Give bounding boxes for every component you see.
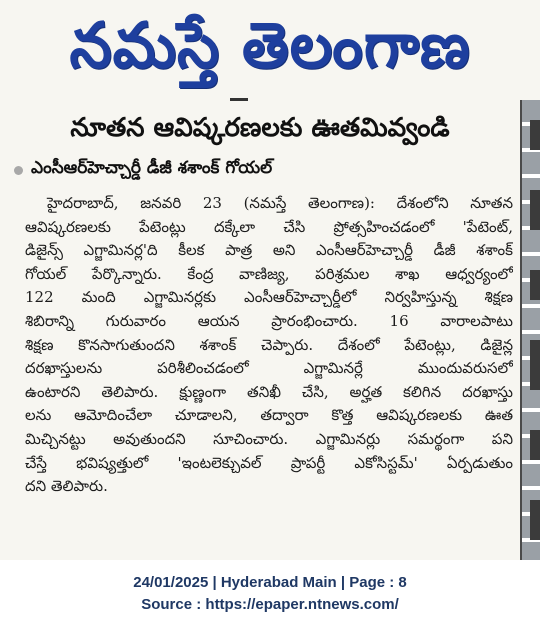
body-line: హైదరాబాద్‌, జనవరి 23 (నమస్తే తెలంగాణ): దేశంలోని నూతన — [47, 194, 513, 212]
headline-mark — [230, 98, 248, 101]
masthead — [0, 0, 540, 92]
body-line: దని తెలిపారు. — [25, 477, 108, 496]
source-link[interactable]: Source : https://epaper.ntnews.com/ — [141, 596, 399, 613]
byline — [14, 158, 514, 182]
article-headline: నూతన ఆవిష్కరణలకు ఊతమివ్వండి — [70, 113, 450, 143]
body-line: మిచ్చినట్టు అవుతుందని సూచించారు. ఎగ్జామినర్లు సమర్థంగా పని — [25, 429, 513, 448]
adjacent-column-edge — [520, 100, 540, 560]
body-line: లను ఆమోదించేలా చూడాలని, తద్వారా కొత్త ఆవిష్కరణలకు ఊత — [25, 406, 513, 425]
body-line: ఆవిష్కరణలకు పేటెంట్లు దక్కేలా చేసి ప్రోత్సహించడంలో 'పేటెంట్‌, — [25, 217, 513, 236]
body-line: శిక్షణ కొనసాగుతుందని శశాంక్‌ చెప్పారు. దేశంలో పేటెంట్లు, డిజైన్ల — [25, 335, 513, 354]
body-line: చేస్తే భవిష్యత్తులో 'ఇంటలెక్చువల్‌ ప్రాపర్టీ ఎకోసిస్టమ్‌' ఏర్పడుతుం — [25, 453, 513, 472]
masthead-title: నమస్తే తెలంగాణ — [69, 9, 471, 83]
body-line: 122 మంది ఎగ్జామినర్లకు ఎంసీఆర్‌హెచ్చార్డీలో నిర్వహిస్తున్న శిక్షణ — [25, 288, 513, 307]
clipping-footer — [0, 572, 540, 616]
body-line: శిబిరాన్ని గురువారం ఆయన ప్రారంభించారు. 16 వారాలపాటు — [25, 311, 513, 330]
body-line: డిజైన్స్‌ ఎగ్జామినర్ల'ది కీలక పాత్ర అని ఎంసీఆర్‌హెచ్చార్డీ డీజీ శశాంక్‌ — [25, 241, 513, 260]
body-line: దరఖాస్తులను పరిశీలించడంలో ఎగ్జామినర్లే ముందువరుసలో — [25, 359, 513, 378]
body-line: గోయల్‌ పేర్కొన్నారు. కేంద్ర వాణిజ్య, పరిశ్రమల శాఖ ఆధ్వర్యంలో — [25, 264, 513, 283]
article-body — [25, 192, 513, 499]
body-line: ఉంటారని తెలిపారు. క్షుణ్ణంగా తనిఖీ చేసి, అర్హత కలిగిన దరఖాస్తు — [25, 382, 513, 401]
byline-text: ఎంసీఆర్‌హెచ్చార్డీ డీజీ శశాంక్‌ గోయల్‌ — [31, 158, 273, 178]
bullet-icon — [14, 166, 23, 175]
edition-info: 24/01/2025 | Hyderabad Main | Page : 8 — [133, 574, 407, 591]
